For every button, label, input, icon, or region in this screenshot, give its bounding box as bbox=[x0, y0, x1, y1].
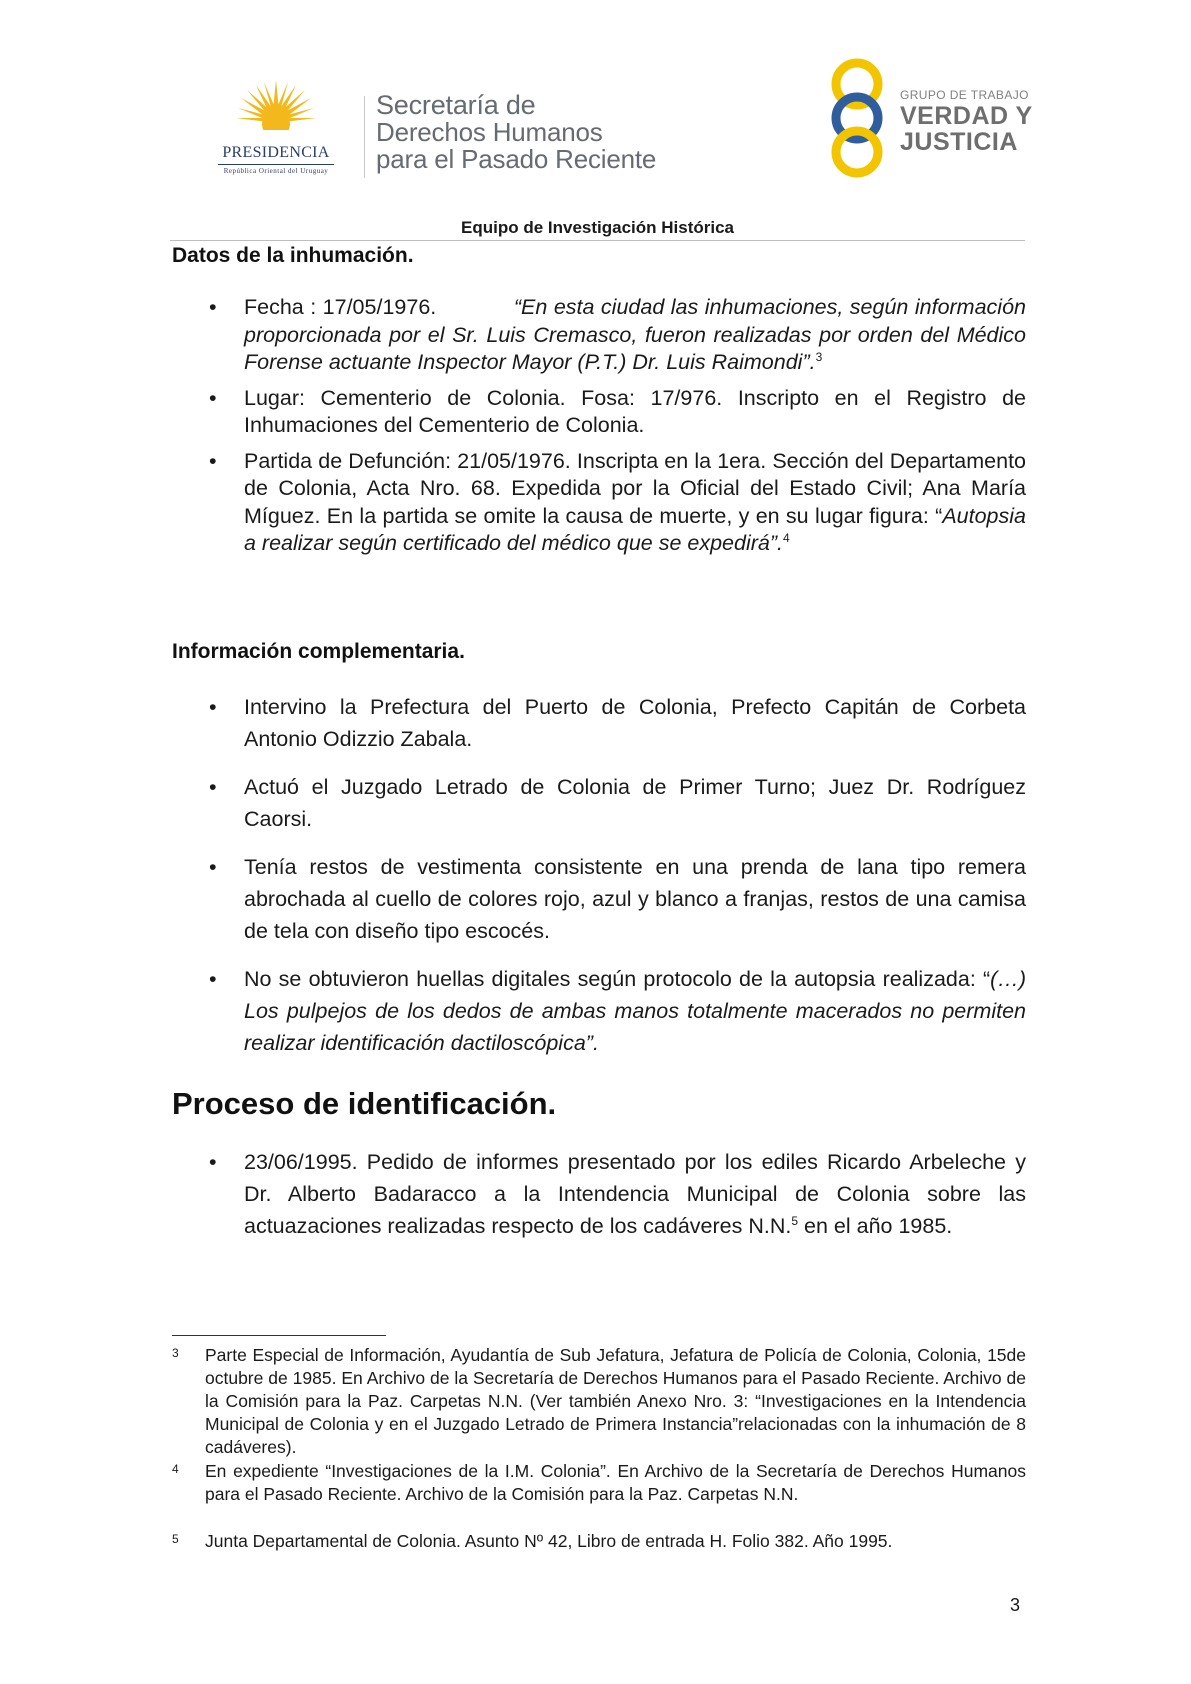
footnote-ref-4[interactable]: 4 bbox=[783, 530, 790, 545]
sun-icon bbox=[236, 80, 316, 138]
heading-proceso: Proceso de identificación. bbox=[172, 1086, 557, 1121]
footnote-ref-5[interactable]: 5 bbox=[791, 1213, 799, 1228]
list-item bbox=[200, 385, 1026, 440]
proceso-list bbox=[200, 1146, 1026, 1242]
footnote-number: 5 bbox=[172, 1532, 179, 1546]
list-item bbox=[200, 1146, 1026, 1242]
secretaria-line-3: para el Pasado Reciente bbox=[376, 144, 657, 174]
presidencia-subtitle: República Oriental del Uruguay bbox=[223, 167, 329, 175]
secretaria-title bbox=[376, 92, 716, 173]
footnote-text: En expediente “Investigaciones de la I.M. Colonia”. En Archivo de la Secretaría de Derechos Humanos para el Pasado Reciente. Archivo de la Comisión para la Paz. Carpetas N.N. bbox=[205, 1461, 1026, 1504]
bullet-icon: • bbox=[209, 775, 217, 799]
page-number: 3 bbox=[1010, 1595, 1021, 1615]
bullet-icon: • bbox=[209, 967, 217, 991]
list-item bbox=[200, 294, 1026, 377]
list-item bbox=[200, 771, 1026, 835]
heading-complementaria: Información complementaria. bbox=[172, 640, 465, 663]
grupo-trabajo-label: GRUPO DE TRABAJO bbox=[900, 88, 1029, 102]
list-item bbox=[200, 851, 1026, 947]
footnote-number: 3 bbox=[172, 1346, 179, 1360]
list-item bbox=[200, 963, 1026, 1059]
bullet-icon: • bbox=[209, 448, 217, 473]
presidencia-name: PRESIDENCIA bbox=[222, 144, 330, 161]
fecha-label: Fecha : 17/05/1976. bbox=[244, 295, 437, 319]
list-item bbox=[200, 691, 1026, 755]
presidencia-divider bbox=[218, 164, 334, 165]
partida-text: Partida de Defunción: 21/05/1976. Inscripta en la 1era. Sección del Departamento de Colonia, Acta Nro. 68. Expedida por la Oficial del Estado Civil; Ana María Míguez. En la partida se omite la causa de muerte, y en su lugar figura: “ bbox=[244, 448, 1026, 528]
list-item bbox=[200, 448, 1026, 558]
partida-quote: Autopsia a realizar según certificado del médico que se expedirá”. bbox=[244, 503, 1026, 555]
vestimenta-text: Tenía restos de vestimenta consistente en una prenda de lana tipo remera abrochada al cuello de colores rojo, azul y blanco a franjas, restos de una camisa de tela con diseño tipo escocés. bbox=[244, 855, 1026, 943]
lugar-text: Lugar: Cementerio de Colonia. Fosa: 17/976. Inscripto en el Registro de Inhumaciones del Cementerio de Colonia. bbox=[244, 385, 1026, 437]
header-divider bbox=[364, 96, 365, 178]
heading-inhumacion: Datos de la inhumación. bbox=[172, 244, 414, 267]
huellas-quote: (…) Los pulpejos de los dedos de ambas manos totalmente macerados no permiten realizar identificación dactiloscópica”. bbox=[244, 967, 1026, 1055]
rings-icon bbox=[822, 58, 892, 178]
secretaria-line-1: Secretaría de bbox=[376, 90, 536, 120]
justicia-label: JUSTICIA bbox=[900, 128, 1018, 156]
footnote-ref-3[interactable]: 3 bbox=[815, 349, 823, 364]
presidencia-logo bbox=[196, 80, 356, 180]
footnote-3 bbox=[172, 1344, 1026, 1459]
pedido-text-after: en el año 1985. bbox=[798, 1214, 953, 1238]
bullet-icon: • bbox=[209, 295, 217, 319]
bullet-icon: • bbox=[209, 855, 217, 879]
bullet-icon: • bbox=[209, 1150, 217, 1174]
fecha-quote: “En esta ciudad las inhumaciones, según información proporcionada por el Sr. Luis Cremasco, fueron realizadas por orden del Médico Forense actuante Inspector Mayor (P.T.) Dr. Luis Raimondi”. bbox=[244, 295, 1026, 374]
pedido-text: 23/06/1995. Pedido de informes presentado por los ediles Ricardo Arbeleche y Dr. Alberto Badaracco a la Intendencia Municipal de Colonia sobre las actuazaciones realizadas respecto de los cadáveres N.N. bbox=[244, 1150, 1026, 1238]
team-title: Equipo de Investigación Histórica bbox=[461, 218, 734, 237]
footnote-5 bbox=[172, 1530, 1026, 1553]
juzgado-text: Actuó el Juzgado Letrado de Colonia de Primer Turno; Juez Dr. Rodríguez Caorsi. bbox=[244, 775, 1026, 831]
footnote-text: Junta Departamental de Colonia. Asunto Nº 42, Libro de entrada H. Folio 382. Año 1995. bbox=[205, 1531, 893, 1551]
inhumacion-list bbox=[200, 294, 1026, 566]
bullet-icon: • bbox=[209, 385, 217, 410]
footnote-rule bbox=[172, 1335, 386, 1336]
huellas-text: No se obtuvieron huellas digitales según protocolo de la autopsia realizada: “ bbox=[244, 967, 991, 991]
prefectura-text: Intervino la Prefectura del Puerto de Colonia, Prefecto Capitán de Corbeta Antonio Odizzio Zabala. bbox=[244, 695, 1026, 751]
footnote-number: 4 bbox=[172, 1462, 179, 1476]
footnote-text: Parte Especial de Información, Ayudantía de Sub Jefatura, Jefatura de Policía de Colonia, Colonia, 15de octubre de 1985. En Archivo de la Secretaría de Derechos Humanos para el Pasado Reciente. Archivo de la Comisión para la Paz. Carpetas N.N. (Ver también Anexo Nro. 3: “Investigaciones en la Intendencia Municipal de Colonia y en el Juzgado Letrado de Primera Instancia”relacionadas con la inhumación de 8 cadáveres). bbox=[205, 1345, 1026, 1457]
secretaria-line-2: Derechos Humanos bbox=[376, 117, 603, 147]
verdad-label: VERDAD Y bbox=[900, 102, 1033, 130]
bullet-icon: • bbox=[209, 695, 217, 719]
footnote-4 bbox=[172, 1460, 1026, 1506]
verdad-justicia-logo bbox=[822, 58, 1033, 178]
complementaria-list bbox=[200, 691, 1026, 1075]
header-rule bbox=[170, 240, 1025, 241]
